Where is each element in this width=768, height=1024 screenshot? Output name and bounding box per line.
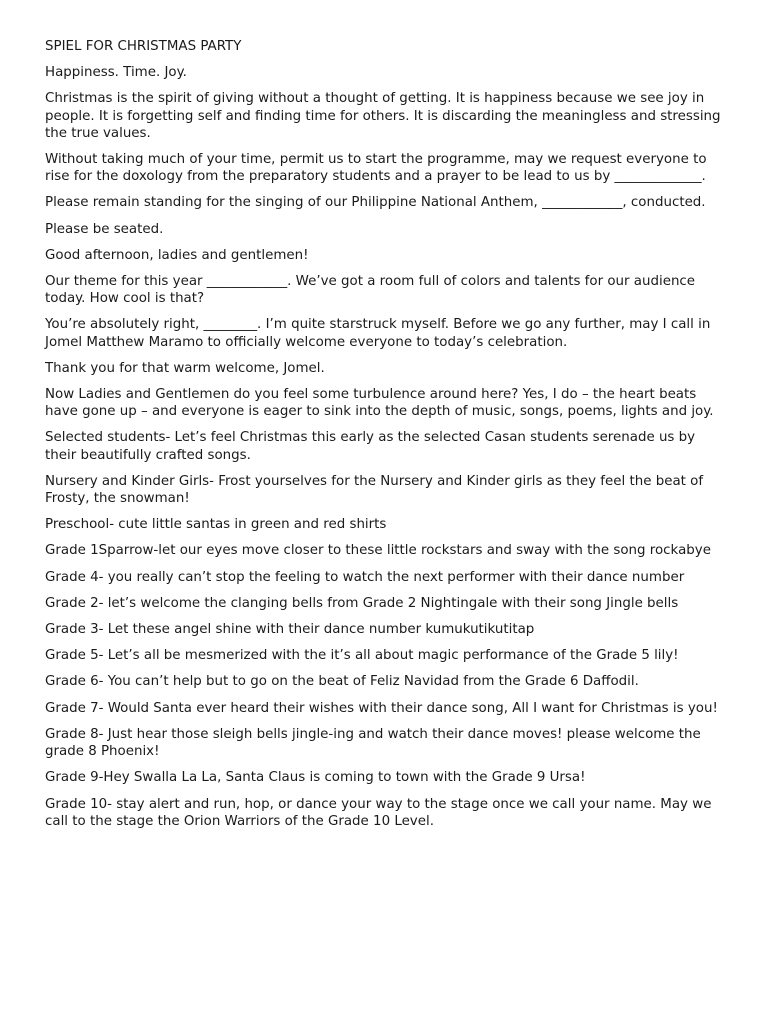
paragraph: Now Ladies and Gentlemen do you feel some turbulence around here? Yes, I do – the heart beats have gone up – and everyone is eager to sink into the depth of music, songs, poems, lights and joy. — [45, 387, 714, 420]
paragraph: Grade 9-Hey Swalla La La, Santa Claus is coming to town with the Grade 9 Ursa! — [45, 770, 586, 786]
paragraph: Grade 8- Just hear those sleigh bells jingle-ing and watch their dance moves! please welcome the grade 8 Phoenix! — [45, 726, 701, 760]
paragraph: Christmas is the spirit of giving without a thought of getting. It is happiness because we see joy in people. It is forgetting self and finding time for others. It is discarding the meaningless and stressing the true values. — [45, 91, 721, 141]
paragraph: Grade 10- stay alert and run, hop, or dance your way to the stage once we call your name. May we call to the stage the Orion Warriors of the Grade 10 Level. — [45, 796, 712, 829]
paragraph: You’re absolutely right, ________. I’m quite starstruck myself. Before we go any further, may I call in Jomel Matthew Maramo to officially welcome everyone to today’s celebration. — [45, 317, 711, 350]
paragraph: Grade 5- Let’s all be mesmerized with the it’s all about magic performance of the Grade 5 lily! — [45, 648, 679, 664]
document-title: SPIEL FOR CHRISTMAS PARTY — [45, 39, 242, 54]
paragraph: Grade 3- Let these angel shine with their dance number kumukutikutitap — [45, 622, 535, 638]
paragraph: Grade 6- You can’t help but to go on the beat of Feliz Navidad from the Grade 6 Daffodil. — [45, 674, 639, 690]
paragraph: Nursery and Kinder Girls- Frost yourselves for the Nursery and Kinder girls as they feel the beat of Frosty, the snowman! — [45, 473, 704, 507]
paragraph: Please remain standing for the singing of our Philippine National Anthem, ____________, conducted. — [45, 195, 706, 211]
paragraph: Selected students- Let’s feel Christmas this early as the selected Casan students serenade us by their beautifully crafted songs. — [45, 430, 696, 463]
paragraph: Grade 2- let’s welcome the clanging bells from Grade 2 Nightingale with their song Jingle bells — [45, 595, 679, 611]
paragraph: Preschool- cute little santas in green and red shirts — [45, 517, 387, 533]
paragraph: Our theme for this year ____________. We’ve got a room full of colors and talents for our audience today. How cool is that? — [45, 274, 696, 307]
document-body — [45, 64, 728, 830]
paragraph: Please be seated. — [45, 221, 164, 237]
paragraph: Good afternoon, ladies and gentlemen! — [45, 247, 309, 263]
paragraph: Grade 1Sparrow-let our eyes move closer to these little rockstars and sway with the song rockabye — [45, 543, 711, 559]
paragraph: Grade 7- Would Santa ever heard their wishes with their dance song, All I want for Christmas is you! — [45, 700, 718, 716]
paragraph: Thank you for that warm welcome, Jomel. — [45, 360, 325, 376]
paragraph: Grade 4- you really can’t stop the feeling to watch the next performer with their dance number — [45, 569, 685, 585]
paragraph: Happiness. Time. Joy. — [45, 65, 187, 81]
paragraph: Without taking much of your time, permit us to start the programme, may we request everyone to rise for the doxology from the preparatory students and a prayer to be lead to us by _____________. — [45, 152, 707, 185]
